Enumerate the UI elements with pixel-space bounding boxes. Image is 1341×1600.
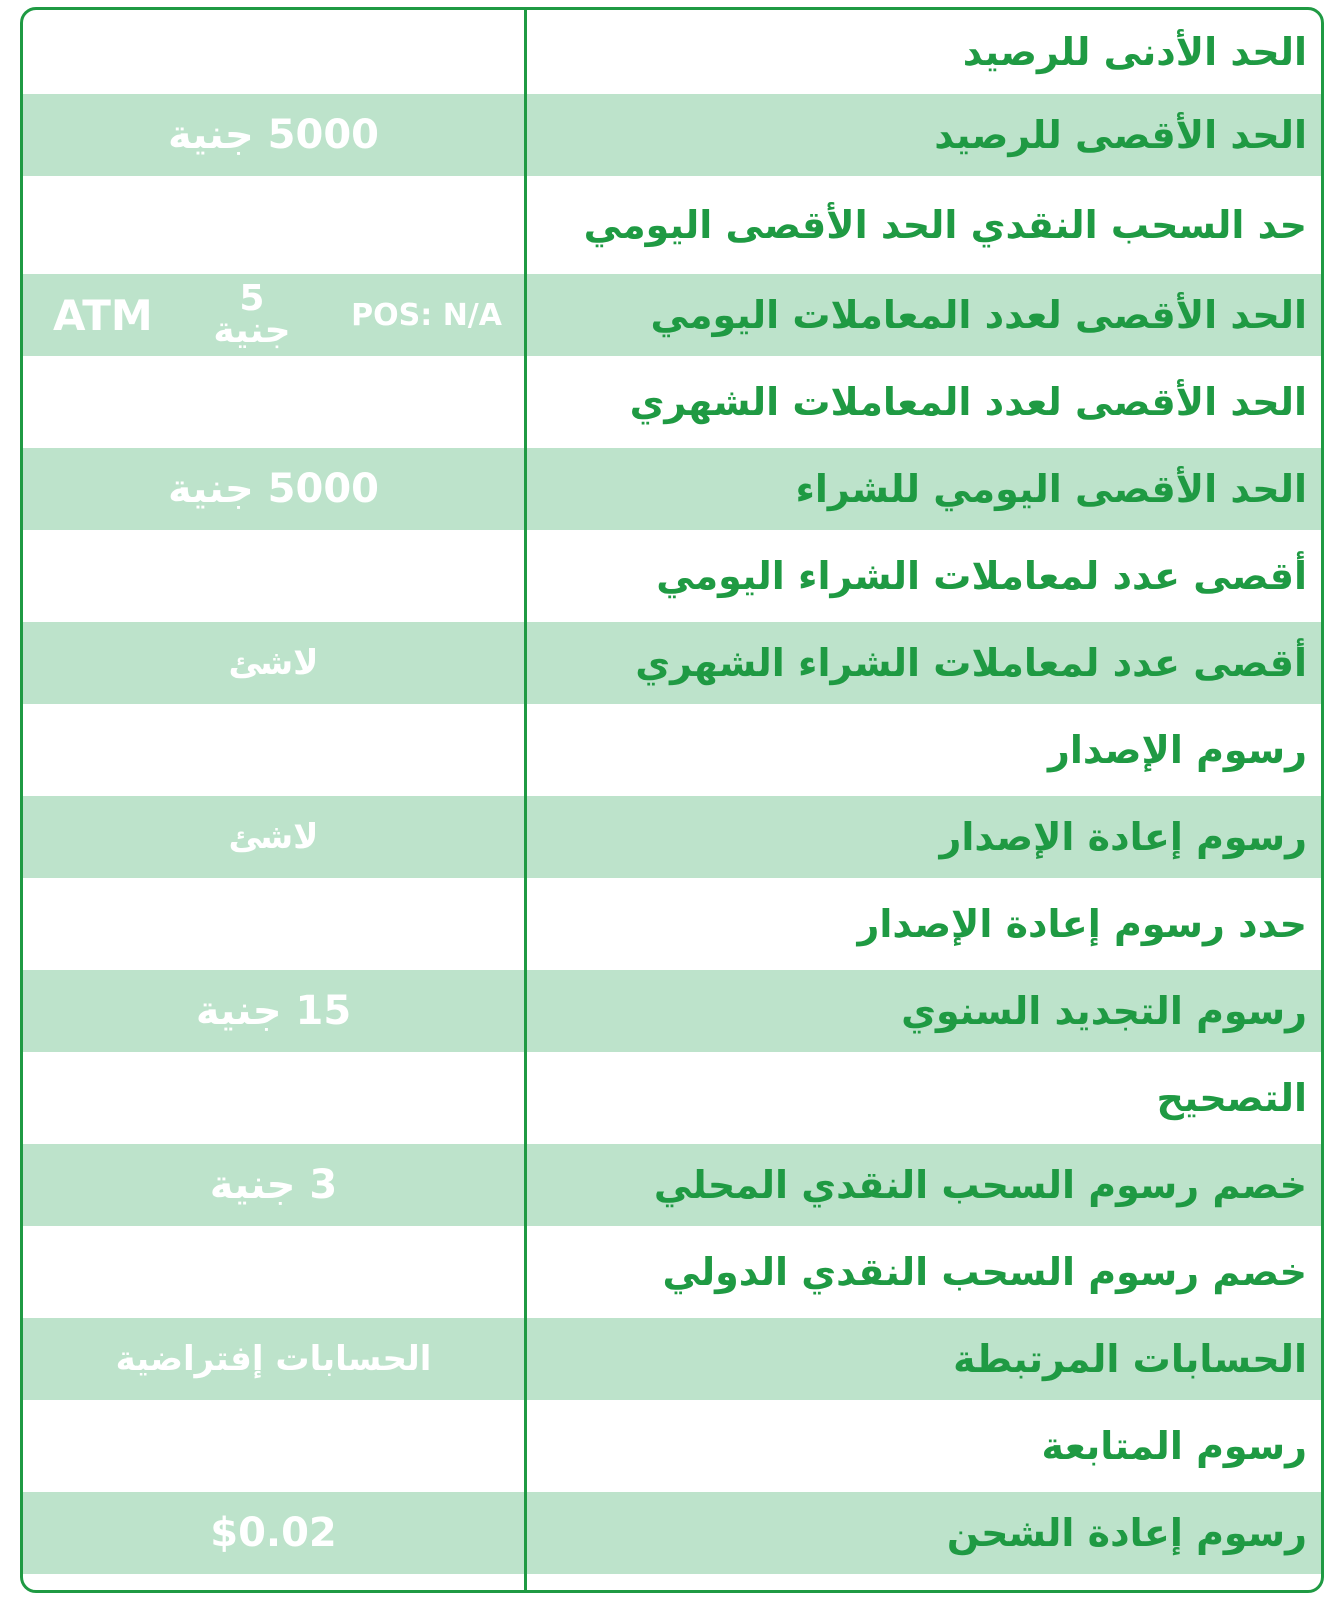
- row-value: لاشئ: [228, 817, 319, 857]
- row-value: [23, 530, 524, 622]
- atm-amount-number: 5: [239, 278, 265, 319]
- atm-amount-currency: جنية: [213, 310, 291, 351]
- row-value: 3 جنية: [209, 1162, 338, 1208]
- row-value: 5000 جنية: [168, 466, 379, 512]
- row-label: خصم رسوم السحب النقدي المحلي: [653, 1163, 1307, 1207]
- table-row: [23, 176, 1321, 274]
- row-label: رسوم إعادة الإصدار: [939, 815, 1307, 859]
- fees-limits-table: [20, 7, 1324, 1593]
- table-row: [23, 704, 1321, 796]
- table-row: [23, 94, 1321, 176]
- row-label: رسوم الإصدار: [1047, 728, 1307, 772]
- table-row: [23, 448, 1321, 530]
- row-value-daily-transactions: [23, 274, 524, 356]
- table-row: [23, 1144, 1321, 1226]
- table-row: [23, 10, 1321, 94]
- table-row: [23, 356, 1321, 448]
- table-row: [23, 1318, 1321, 1400]
- column-divider: [524, 10, 527, 1590]
- row-label: الحد الأقصى لعدد المعاملات اليومي: [650, 293, 1307, 337]
- row-value: [23, 1052, 524, 1144]
- row-label: رسوم إعادة الشحن: [946, 1511, 1307, 1555]
- row-label: الحد الأقصى للرصيد: [934, 113, 1307, 157]
- row-label: الحد الأقصى لعدد المعاملات الشهري: [629, 380, 1307, 424]
- table-row: [23, 622, 1321, 704]
- table-row: [23, 1400, 1321, 1492]
- row-label: رسوم التجديد السنوي: [901, 989, 1307, 1033]
- atm-label: ATM: [53, 290, 153, 340]
- row-value: [23, 704, 524, 796]
- row-label: أقصى عدد لمعاملات الشراء اليومي: [656, 554, 1307, 598]
- pos-label: POS: N/A: [351, 297, 502, 333]
- table-row: [23, 796, 1321, 878]
- table-row: [23, 1052, 1321, 1144]
- row-label: حدد رسوم إعادة الإصدار: [857, 902, 1307, 946]
- row-value: 5000 جنية: [168, 112, 379, 158]
- row-label: رسوم المتابعة: [1041, 1424, 1307, 1468]
- row-label: الحد الأقصى اليومي للشراء: [795, 467, 1307, 511]
- table-row: [23, 274, 1321, 356]
- row-label: خصم رسوم السحب النقدي الدولي: [662, 1250, 1307, 1294]
- row-value: [23, 176, 524, 274]
- row-value: الحسابات إفتراضية: [115, 1339, 432, 1379]
- row-value: $0.02: [210, 1510, 337, 1556]
- row-label: التصحيح: [1156, 1076, 1307, 1120]
- row-label: الحد الأدنى للرصيد: [962, 30, 1307, 74]
- row-label: حد السحب النقدي الحد الأقصى اليومي: [583, 203, 1307, 247]
- row-value: [23, 1226, 524, 1318]
- atm-amount: [213, 278, 291, 351]
- table-row: [23, 1226, 1321, 1318]
- row-value: [23, 1400, 524, 1492]
- row-value: [23, 356, 524, 448]
- row-value: [23, 10, 524, 94]
- row-value: [23, 878, 524, 970]
- table-row: [23, 530, 1321, 622]
- row-value: 15 جنية: [195, 988, 352, 1034]
- row-label: أقصى عدد لمعاملات الشراء الشهري: [635, 641, 1307, 685]
- table-row: [23, 1492, 1321, 1574]
- table-row: [23, 970, 1321, 1052]
- row-label: الحسابات المرتبطة: [953, 1337, 1307, 1381]
- table-row: [23, 878, 1321, 970]
- row-value: لاشئ: [228, 643, 319, 683]
